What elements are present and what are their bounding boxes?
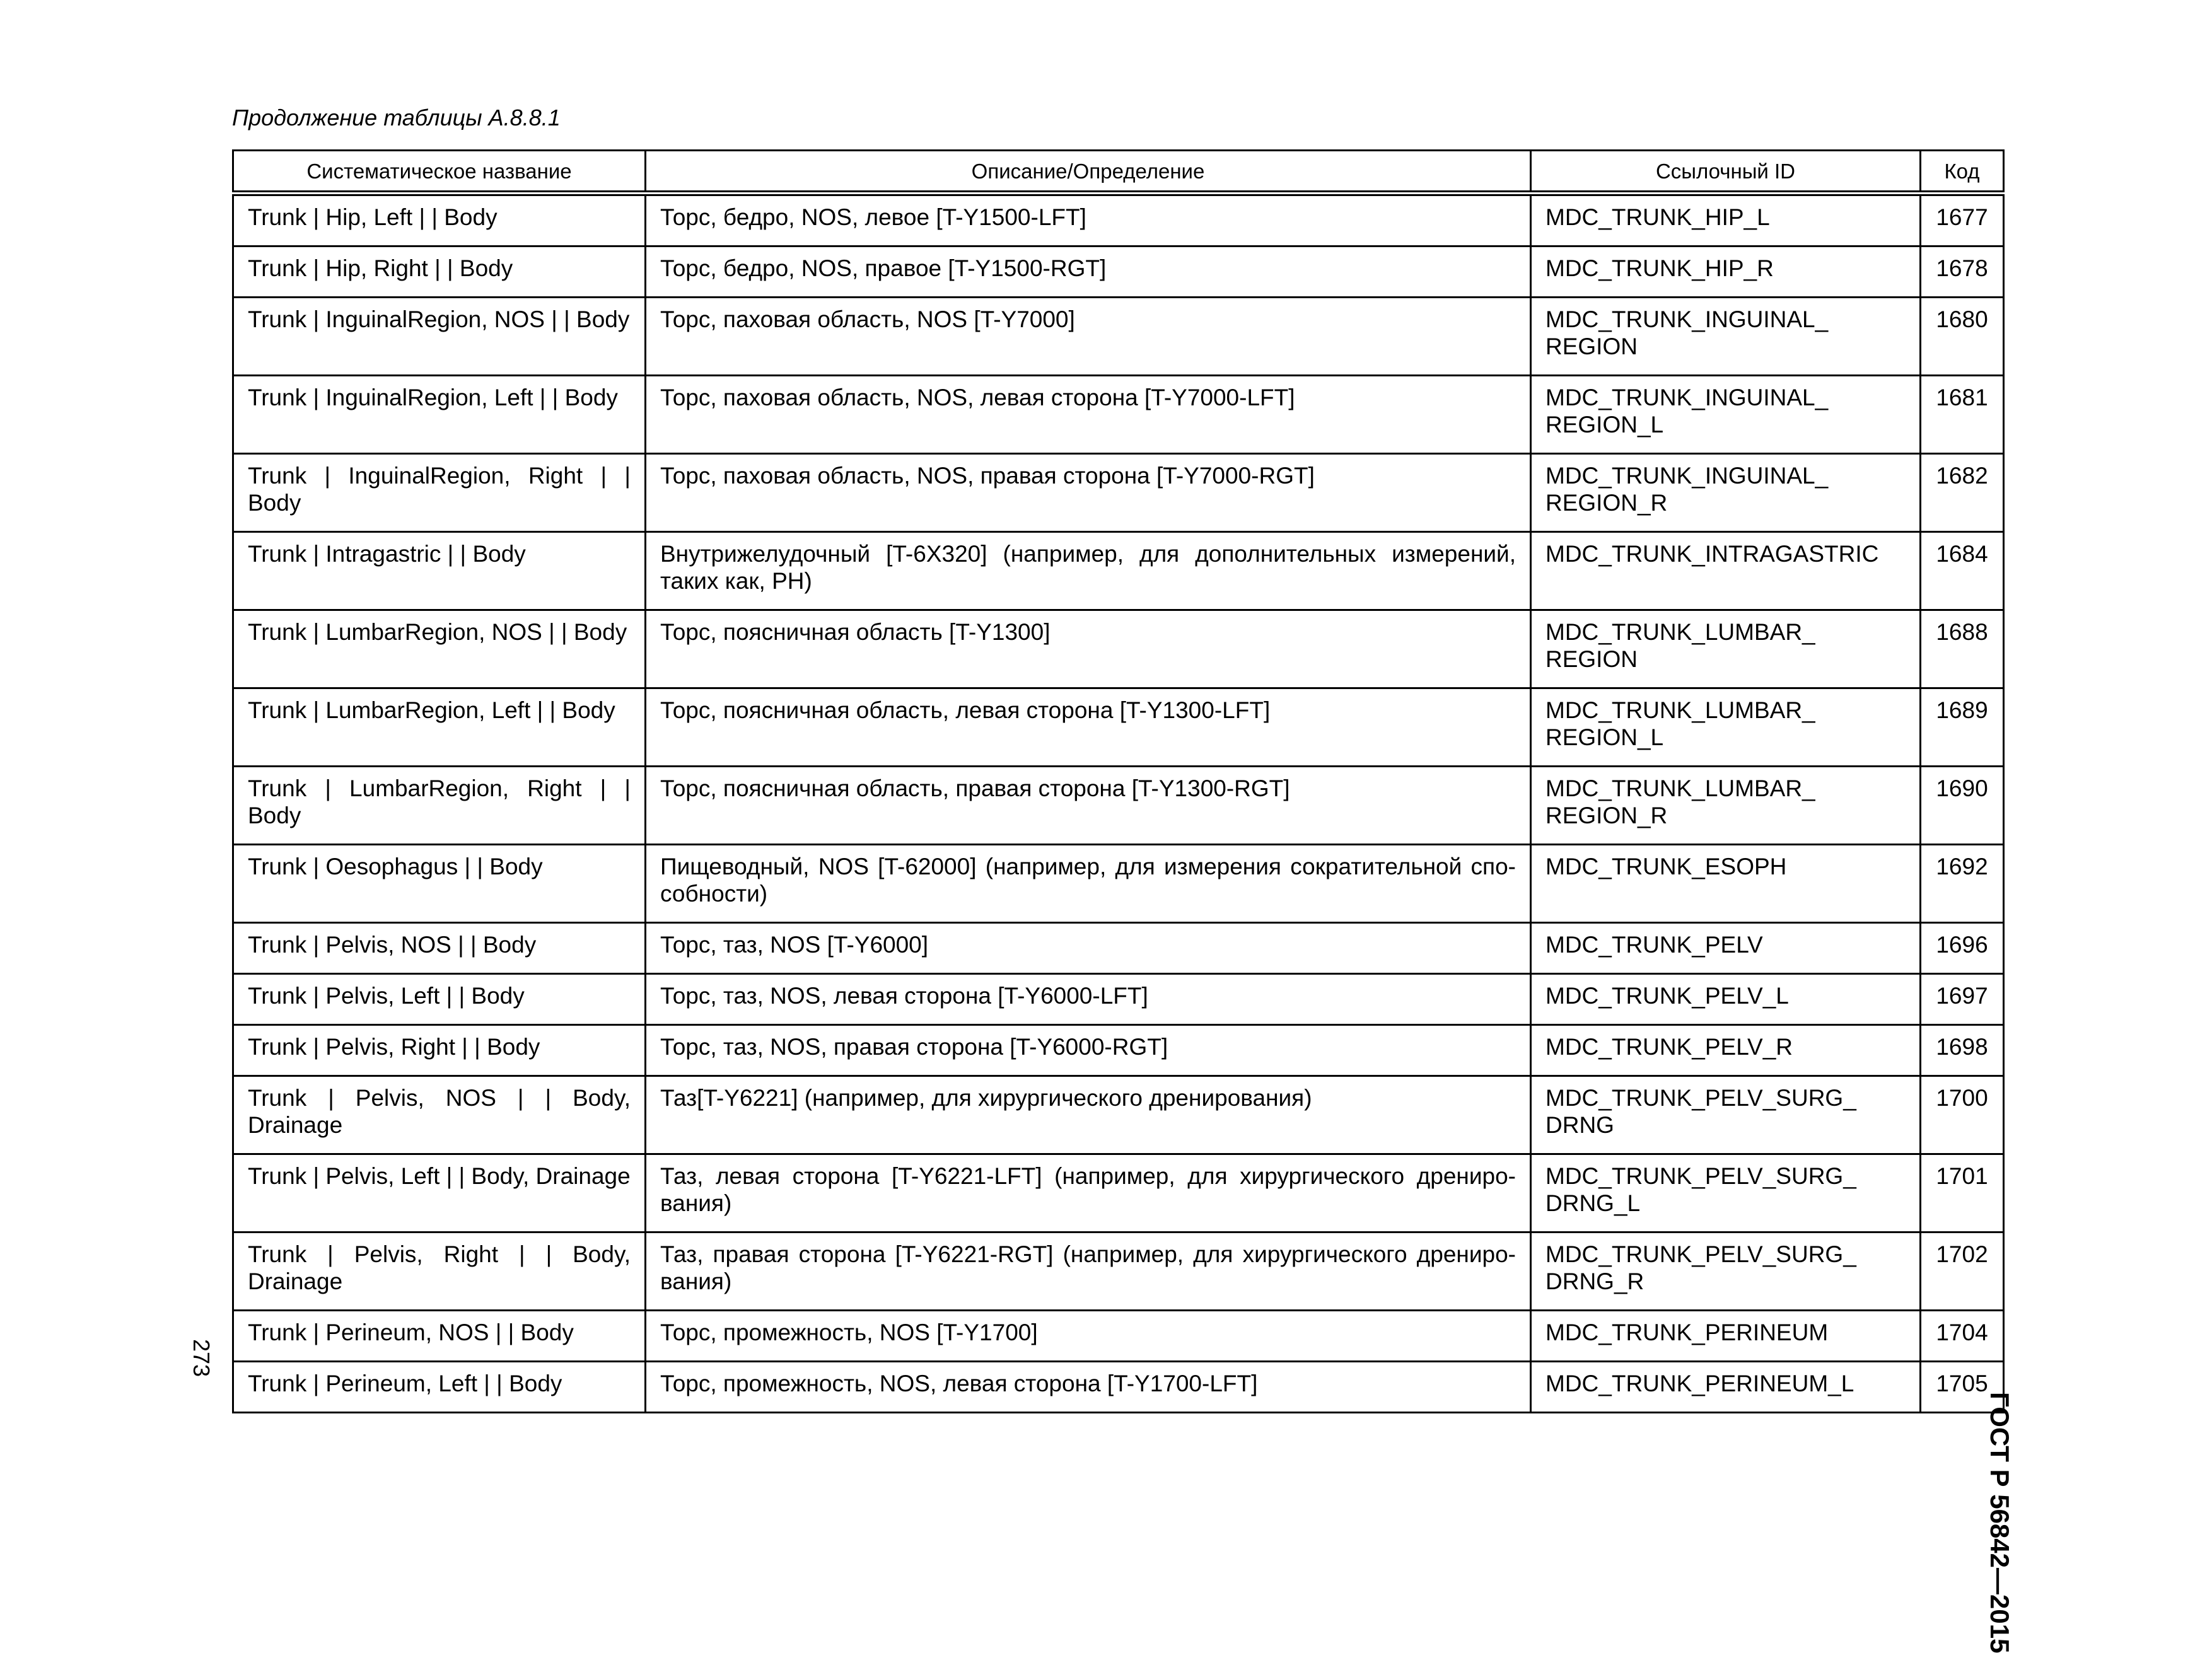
cell-code: 1701	[1921, 1154, 2004, 1232]
cell-code: 1681	[1921, 376, 2004, 454]
cell-systematic-name: Trunk | Pelvis, Left | | Body, Drainage	[233, 1154, 646, 1232]
cell-code: 1677	[1921, 194, 2004, 246]
cell-reference-id: MDC_TRUNK_INGUINAL_ REGION	[1531, 298, 1921, 376]
cell-systematic-name: Trunk | LumbarRegion, Right | | Body	[233, 767, 646, 845]
header-description: Описание/Определение	[646, 151, 1531, 194]
cell-description: Торс, промежность, NOS, левая сторона [T-Y1700-LFT]	[646, 1362, 1531, 1413]
table-row	[233, 923, 2004, 974]
cell-reference-id: MDC_TRUNK_INTRAGASTRIC	[1531, 532, 1921, 610]
cell-code: 1705	[1921, 1362, 2004, 1413]
header-reference-id: Ссылочный ID	[1531, 151, 1921, 194]
table-row	[233, 1362, 2004, 1413]
cell-reference-id: MDC_TRUNK_HIP_R	[1531, 246, 1921, 298]
cell-systematic-name: Trunk | LumbarRegion, NOS | | Body	[233, 610, 646, 688]
cell-systematic-name: Trunk | Oesophagus | | Body	[233, 845, 646, 923]
cell-reference-id: MDC_TRUNK_PELV_R	[1531, 1025, 1921, 1076]
cell-reference-id: MDC_TRUNK_LUMBAR_ REGION	[1531, 610, 1921, 688]
cell-code: 1702	[1921, 1232, 2004, 1311]
table-row	[233, 610, 2004, 688]
table-row	[233, 246, 2004, 298]
table-row	[233, 1232, 2004, 1311]
cell-reference-id: MDC_TRUNK_INGUINAL_ REGION_L	[1531, 376, 1921, 454]
cell-code: 1680	[1921, 298, 2004, 376]
cell-reference-id: MDC_TRUNK_LUMBAR_ REGION_L	[1531, 688, 1921, 767]
cell-description: Торс, таз, NOS [T-Y6000]	[646, 923, 1531, 974]
cell-reference-id: MDC_TRUNK_PELV_L	[1531, 974, 1921, 1025]
table-row	[233, 376, 2004, 454]
cell-code: 1682	[1921, 454, 2004, 532]
document-standard-title: ГОСТ Р 56842—2015	[1985, 1392, 2015, 1653]
cell-code: 1678	[1921, 246, 2004, 298]
cell-code: 1689	[1921, 688, 2004, 767]
cell-reference-id: MDC_TRUNK_PELV_SURG_ DRNG_R	[1531, 1232, 1921, 1311]
cell-code: 1690	[1921, 767, 2004, 845]
cell-code: 1688	[1921, 610, 2004, 688]
table-row	[233, 1076, 2004, 1154]
table-row	[233, 532, 2004, 610]
table-row	[233, 194, 2004, 246]
cell-description: Торс, поясничная область, правая сторона [T-Y1300-RGT]	[646, 767, 1531, 845]
cell-reference-id: MDC_TRUNK_PELV_SURG_ DRNG	[1531, 1076, 1921, 1154]
cell-systematic-name: Trunk | Pelvis, NOS | | Body	[233, 923, 646, 974]
cell-systematic-name: Trunk | Pelvis, Right | | Body, Drainage	[233, 1232, 646, 1311]
cell-description: Таз, левая сторона [T-Y6221-LFT] (например, для хирургического дрениро-вания)	[646, 1154, 1531, 1232]
cell-systematic-name: Trunk | InguinalRegion, Right | | Body	[233, 454, 646, 532]
cell-systematic-name: Trunk | Pelvis, NOS | | Body, Drainage	[233, 1076, 646, 1154]
table-header-row	[233, 151, 2004, 194]
cell-code: 1700	[1921, 1076, 2004, 1154]
cell-description: Торс, поясничная область, левая сторона [T-Y1300-LFT]	[646, 688, 1531, 767]
table-row	[233, 767, 2004, 845]
cell-description: Торс, поясничная область [T-Y1300]	[646, 610, 1531, 688]
cell-reference-id: MDC_TRUNK_PELV_SURG_ DRNG_L	[1531, 1154, 1921, 1232]
cell-systematic-name: Trunk | InguinalRegion, NOS | | Body	[233, 298, 646, 376]
cell-reference-id: MDC_TRUNK_PERINEUM_L	[1531, 1362, 1921, 1413]
cell-description: Торс, паховая область, NOS [T-Y7000]	[646, 298, 1531, 376]
table-row	[233, 298, 2004, 376]
cell-code: 1697	[1921, 974, 2004, 1025]
cell-reference-id: MDC_TRUNK_INGUINAL_ REGION_R	[1531, 454, 1921, 532]
cell-systematic-name: Trunk | Pelvis, Left | | Body	[233, 974, 646, 1025]
cell-systematic-name: Trunk | Intragastric | | Body	[233, 532, 646, 610]
data-table	[232, 149, 2005, 1413]
cell-reference-id: MDC_TRUNK_LUMBAR_ REGION_R	[1531, 767, 1921, 845]
cell-reference-id: MDC_TRUNK_HIP_L	[1531, 194, 1921, 246]
cell-description: Торс, бедро, NOS, правое [T-Y1500-RGT]	[646, 246, 1531, 298]
cell-systematic-name: Trunk | Hip, Right | | Body	[233, 246, 646, 298]
table-row	[233, 1025, 2004, 1076]
cell-description: Торс, паховая область, NOS, правая сторона [T-Y7000-RGT]	[646, 454, 1531, 532]
cell-code: 1696	[1921, 923, 2004, 974]
cell-systematic-name: Trunk | Perineum, NOS | | Body	[233, 1311, 646, 1362]
cell-reference-id: MDC_TRUNK_ESOPH	[1531, 845, 1921, 923]
cell-description: Пищеводный, NOS [T-62000] (например, для измерения сократительной спо-собности)	[646, 845, 1531, 923]
cell-description: Торс, паховая область, NOS, левая сторона [T-Y7000-LFT]	[646, 376, 1531, 454]
cell-code: 1692	[1921, 845, 2004, 923]
cell-systematic-name: Trunk | Pelvis, Right | | Body	[233, 1025, 646, 1076]
cell-description: Внутрижелудочный [T-6X320] (например, для дополнительных измерений, таких как, PH)	[646, 532, 1531, 610]
page-number: 273	[189, 1339, 214, 1378]
table-caption: Продолжение таблицы А.8.8.1	[232, 105, 561, 130]
cell-description: Торс, промежность, NOS [T-Y1700]	[646, 1311, 1531, 1362]
cell-systematic-name: Trunk | InguinalRegion, Left | | Body	[233, 376, 646, 454]
cell-systematic-name: Trunk | Hip, Left | | Body	[233, 194, 646, 246]
table-row	[233, 454, 2004, 532]
table-row	[233, 688, 2004, 767]
cell-reference-id: MDC_TRUNK_PELV	[1531, 923, 1921, 974]
header-systematic-name: Систематическое название	[233, 151, 646, 194]
cell-description: Торс, таз, NOS, правая сторона [T-Y6000-RGT]	[646, 1025, 1531, 1076]
cell-description: Торс, таз, NOS, левая сторона [T-Y6000-LFT]	[646, 974, 1531, 1025]
cell-description: Торс, бедро, NOS, левое [T-Y1500-LFT]	[646, 194, 1531, 246]
table-row	[233, 845, 2004, 923]
table-row	[233, 974, 2004, 1025]
header-code: Код	[1921, 151, 2004, 194]
cell-code: 1684	[1921, 532, 2004, 610]
table-row	[233, 1311, 2004, 1362]
cell-description: Таз, правая сторона [T-Y6221-RGT] (например, для хирургического дрениро-вания)	[646, 1232, 1531, 1311]
cell-reference-id: MDC_TRUNK_PERINEUM	[1531, 1311, 1921, 1362]
cell-systematic-name: Trunk | LumbarRegion, Left | | Body	[233, 688, 646, 767]
table-row	[233, 1154, 2004, 1232]
cell-description: Таз[T-Y6221] (например, для хирургического дренирования)	[646, 1076, 1531, 1154]
cell-code: 1704	[1921, 1311, 2004, 1362]
cell-code: 1698	[1921, 1025, 2004, 1076]
cell-systematic-name: Trunk | Perineum, Left | | Body	[233, 1362, 646, 1413]
